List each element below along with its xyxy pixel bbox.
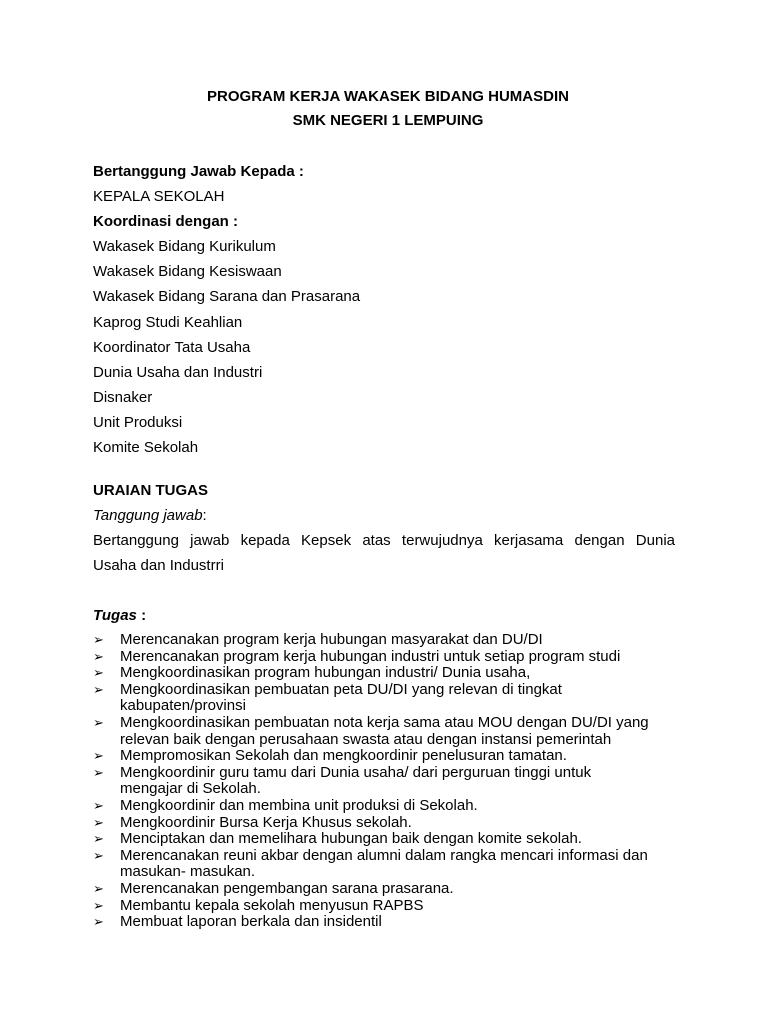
coordination-item: Wakasek Bidang Kesiswaan bbox=[93, 263, 282, 280]
task-item bbox=[93, 665, 683, 682]
arrow-bullet-icon: ➢ bbox=[93, 665, 104, 681]
arrow-bullet-icon: ➢ bbox=[93, 632, 104, 647]
task-item bbox=[93, 848, 683, 881]
responsibility-colon: : bbox=[202, 507, 207, 524]
task-item bbox=[93, 831, 683, 848]
arrow-bullet-icon: ➢ bbox=[93, 814, 104, 830]
coordination-item: Kaprog Studi Keahlian bbox=[93, 314, 243, 331]
arrow-bullet-icon: ➢ bbox=[93, 681, 104, 697]
responsible-heading: Bertanggung Jawab Kepada : bbox=[93, 163, 304, 180]
task-text: Merencanakan pengembangan sarana prasarana. bbox=[120, 879, 454, 897]
task-text: Mengkoordinasikan pembuatan nota kerja sama atau MOU dengan DU/DI yang bbox=[120, 713, 649, 731]
document-title: PROGRAM KERJA WAKASEK BIDANG HUMASDIN bbox=[207, 88, 569, 105]
task-text: Mengkoordinasikan pembuatan peta DU/DI yang relevan di tingkat bbox=[120, 680, 562, 698]
task-text: Mengkoordinasikan program hubungan industri/ Dunia usaha, bbox=[120, 664, 531, 682]
responsibility-label: Tanggung jawab bbox=[93, 507, 203, 524]
task-item bbox=[93, 682, 683, 715]
arrow-bullet-icon: ➢ bbox=[93, 914, 104, 930]
task-item bbox=[93, 815, 683, 832]
coordination-item: Wakasek Bidang Kurikulum bbox=[93, 238, 276, 255]
tasks-label-line bbox=[93, 607, 146, 625]
coordination-item: Unit Produksi bbox=[93, 414, 183, 431]
responsibility-label-line bbox=[93, 507, 207, 525]
task-text: Membuat laporan berkala dan insidentil bbox=[120, 913, 382, 931]
arrow-bullet-icon: ➢ bbox=[93, 847, 104, 863]
arrow-bullet-icon: ➢ bbox=[93, 714, 104, 730]
task-text-continued: mengajar di Sekolah. bbox=[120, 780, 261, 798]
task-item bbox=[93, 748, 683, 765]
task-item bbox=[93, 649, 683, 666]
task-text: Merencanakan program kerja hubungan industri untuk setiap program studi bbox=[120, 647, 621, 665]
task-item bbox=[93, 632, 683, 649]
task-list bbox=[93, 632, 683, 931]
arrow-bullet-icon: ➢ bbox=[93, 831, 104, 847]
responsible-to: KEPALA SEKOLAH bbox=[93, 188, 225, 205]
coordination-item: Koordinator Tata Usaha bbox=[93, 339, 251, 356]
task-item bbox=[93, 898, 683, 915]
task-text: Membantu kepala sekolah menyusun RAPBS bbox=[120, 896, 424, 914]
document-page bbox=[93, 0, 683, 1024]
task-item bbox=[93, 914, 683, 931]
arrow-bullet-icon: ➢ bbox=[93, 648, 104, 664]
arrow-bullet-icon: ➢ bbox=[93, 880, 104, 896]
task-item bbox=[93, 798, 683, 815]
task-item bbox=[93, 715, 683, 748]
task-text: Mengkoordinir Bursa Kerja Khusus sekolah. bbox=[120, 813, 412, 831]
task-text: Menciptakan dan memelihara hubungan baik dengan komite sekolah. bbox=[120, 830, 582, 848]
task-item bbox=[93, 765, 683, 798]
coordination-item: Wakasek Bidang Sarana dan Prasarana bbox=[93, 288, 361, 305]
school-name: SMK NEGERI 1 LEMPUING bbox=[292, 112, 484, 129]
task-text: Mengkoordinir guru tamu dari Dunia usaha/ dari perguruan tinggi untuk bbox=[120, 763, 592, 781]
task-text: Mempromosikan Sekolah dan mengkoordinir penelusuran tamatan. bbox=[120, 747, 567, 765]
task-text: Merencanakan program kerja hubungan masyarakat dan DU/DI bbox=[120, 631, 543, 648]
arrow-bullet-icon: ➢ bbox=[93, 897, 104, 913]
task-text: Mengkoordinir dan membina unit produksi di Sekolah. bbox=[120, 796, 478, 814]
duties-heading: URAIAN TUGAS bbox=[93, 482, 208, 499]
arrow-bullet-icon: ➢ bbox=[93, 764, 104, 780]
responsibility-text-line-2: Usaha dan Industrri bbox=[93, 557, 224, 574]
responsibility-text-line-1: Bertanggung jawab kepada Kepsek atas terwujudnya kerjasama dengan Dunia bbox=[93, 532, 675, 549]
task-item bbox=[93, 881, 683, 898]
task-text-continued: kabupaten/provinsi bbox=[120, 697, 246, 715]
arrow-bullet-icon: ➢ bbox=[93, 797, 104, 813]
task-text-continued: relevan baik dengan perusahaan swasta atau dengan instansi pemerintah bbox=[120, 730, 612, 748]
coordination-item: Komite Sekolah bbox=[93, 439, 199, 456]
coordination-item: Disnaker bbox=[93, 389, 153, 406]
arrow-bullet-icon: ➢ bbox=[93, 748, 104, 764]
tasks-colon: : bbox=[136, 607, 147, 624]
task-text: Merencanakan reuni akbar dengan alumni dalam rangka mencari informasi dan bbox=[120, 846, 648, 864]
task-text-continued: masukan- masukan. bbox=[120, 863, 256, 881]
coordination-heading: Koordinasi dengan : bbox=[93, 213, 239, 230]
coordination-item: Dunia Usaha dan Industri bbox=[93, 364, 263, 381]
tasks-label: Tugas bbox=[93, 607, 137, 624]
